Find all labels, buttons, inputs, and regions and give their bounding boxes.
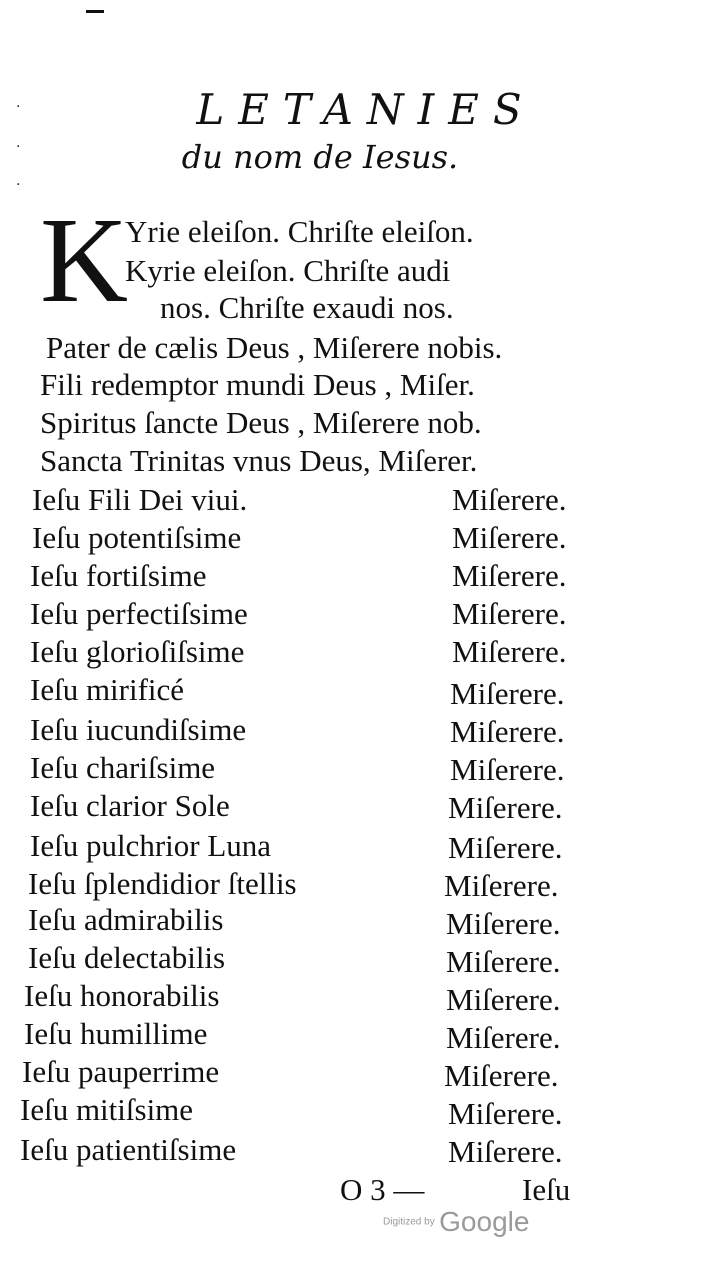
invocation-name: Ieſu perfectiſsime [30,596,248,631]
invocation-name: Ieſu chariſsime [30,750,216,785]
invocation-response: Miſerere. [448,1096,563,1131]
google-watermark [383,1206,529,1238]
watermark-brand: Google [439,1206,530,1237]
invocation-response: Miſerere. [448,830,563,865]
invocation-name: Ieſu iucundiſsime [30,712,247,747]
invocation-response: Miſerere. [448,1134,563,1169]
invocation-name: Ieſu Fili Dei viui. [32,482,248,517]
invocation-response: Miſerere. [452,558,567,593]
invocation-name: Ieſu fortiſsime [30,558,207,593]
invocation-response: Miſerere. [450,676,565,711]
invocation-name: Ieſu pauperrime [22,1054,220,1089]
invocation-name: Ieſu potentiſsime [32,520,242,555]
drop-cap: K [40,193,129,328]
page-title: LETANIES [196,85,536,134]
book-page: · · · LETANIES du nom de Iesus. K Yrie eleiſon. Chriſte eleiſon. Kyrie eleiſon. Chriſte audi nos. Chriſte exaudi nos. Pater de cælis Deus , Miſerere nobis. Fili redemptor mundi Deus , Miſer. Spiritus ſancte Deus , Miſerere nob. Sancta Trinitas vnus Deus, Miſerer. Ieſu Fili Dei viui. Miſerere. Ieſu potentiſsime Miſerere. Ieſu fortiſsime Miſerere. Ieſu perfectiſsime Miſerere. Ieſu glorioſiſsime Miſerere. Ieſu mirificé Miſerere. Ieſu iucundiſsime Miſerere. Ieſu chariſsime Miſerere. Ieſu clarior Sole Miſerere. Ieſu pulchrior Luna Miſerere. Ieſu ſplendidior ſtellis Miſerere. Ieſu admirabilis Miſerere. Ieſu delectabilis Miſerere. Ieſu honorabilis Miſerere. Ieſu humillime Miſerere. Ieſu pauperrime Miſerere. Ieſu mitiſsime Miſerere. Ieſu patientiſsime Miſerere. O 3 — Ieſu Digitized by Google [0,0,718,1280]
margin-mark: · [16,177,21,193]
invocation-response: Miſerere. [450,752,565,787]
margin-mark: · [16,139,21,155]
invocation-name: Ieſu glorioſiſsime [30,634,245,669]
margin-mark: · [16,99,21,115]
invocation-name: Ieſu clarior Sole [30,788,230,823]
invocation-response: Miſerere. [446,1020,561,1055]
signature-mark: O 3 — [340,1172,425,1207]
invocation-response: Miſerere. [452,482,567,517]
invocation-response: Miſerere. [444,1058,559,1093]
invocation-response: Miſerere. [450,714,565,749]
catchword: Ieſu [522,1172,571,1207]
invocation-response: Miſerere. [452,634,567,669]
watermark-prefix: Digitized by [383,1216,435,1228]
invocation-name: Ieſu pulchrior Luna [30,828,272,863]
invocation-response: Miſerere. [452,596,567,631]
page-subtitle: du nom de Iesus. [181,138,459,176]
invocation-response: Miſerere. [446,982,561,1017]
invocation-name: Ieſu ſplendidior ſtellis [28,866,297,901]
invocation-name: Ieſu honorabilis [24,978,220,1013]
invocation-response: Miſerere. [452,520,567,555]
invocation-name: Ieſu humillime [24,1016,208,1051]
invocation-response: Miſerere. [448,790,563,825]
invocation-name: Ieſu mitiſsime [20,1092,194,1127]
invocation-name: Ieſu delectabilis [28,940,226,975]
invocation-response: Miſerere. [446,944,561,979]
invocation-name: Ieſu patientiſsime [20,1132,237,1167]
invocation-response: Miſerere. [446,906,561,941]
invocation-response: Miſerere. [444,868,559,903]
invocation-name: Ieſu admirabilis [28,902,224,937]
top-mark [86,10,104,13]
invocation-name: Ieſu mirificé [30,672,185,707]
